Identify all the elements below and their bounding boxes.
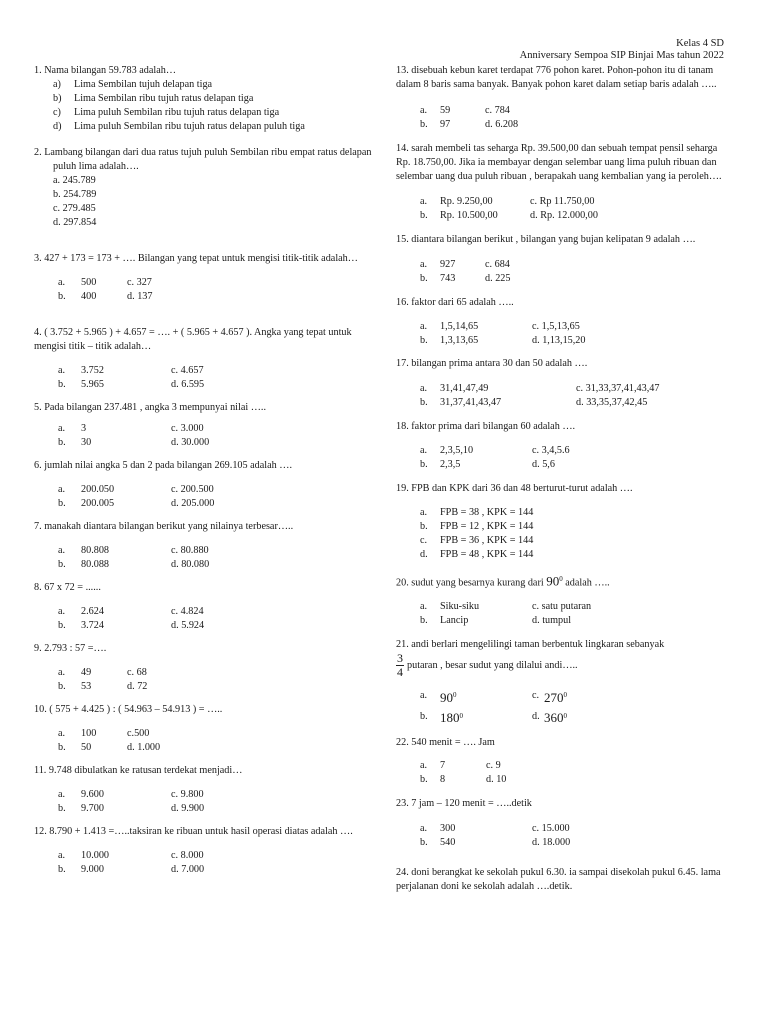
option-tag: c) — [53, 107, 61, 118]
option-text: FPB = 12 , KPK = 144 — [440, 521, 534, 532]
option-text: 200.050 — [81, 484, 115, 495]
option-tag: a. — [420, 445, 428, 456]
option-text: Lancip — [440, 615, 469, 627]
question-22 — [396, 736, 731, 787]
option-tag: a. — [58, 423, 66, 434]
question-text: 5. Pada bilangan 237.481 , angka 3 mempunyai nilai ….. — [34, 402, 267, 413]
option-text: 9.000 — [81, 864, 104, 875]
question-5 — [34, 401, 379, 450]
option-tag: b. — [58, 437, 66, 448]
option-text: d. 225 — [485, 273, 511, 284]
option-text: 3.752 — [81, 365, 104, 376]
option-tag: a. — [58, 365, 66, 376]
option-tag: b. — [420, 119, 428, 130]
option-text: Lima Sembilan tujuh delapan tiga — [74, 79, 213, 90]
option-text: 31,37,41,43,47 — [440, 397, 502, 408]
option-text: 200.005 — [81, 498, 115, 509]
option-text: 80.088 — [81, 559, 110, 570]
option-text: d. 9.900 — [171, 803, 205, 814]
question-8 — [34, 581, 379, 633]
option-tag: b. — [420, 459, 428, 470]
question-text: 2. Lambang bilangan dari dua ratus tujuh puluh Sembilan ribu empat ratus delapan puluh lima adalah…. — [34, 147, 372, 172]
option-text: c. 784 — [485, 105, 510, 116]
option-text: 31,41,47,49 — [440, 383, 489, 394]
option-tag: a. — [420, 383, 428, 394]
option-tag: b. — [420, 710, 428, 722]
option: d. 297.854 — [53, 217, 97, 228]
option-text: d. 72 — [127, 681, 148, 692]
option-text: 7 — [440, 760, 446, 772]
option-text: 300 — [440, 823, 456, 835]
question-21 — [396, 638, 731, 728]
option-text: Rp. 9.250,00 — [440, 196, 493, 207]
option-text: 400 — [81, 291, 97, 302]
option-tag: a. — [58, 728, 66, 739]
question-text: 19. FPB dan KPK dari 36 dan 48 berturut-turut adalah …. — [396, 483, 633, 494]
question-text: 22. 540 menit = …. Jam — [396, 737, 495, 749]
question-text: 14. sarah membeli tas seharga Rp. 39.500,00 dan sebuah tempat pensil seharga Rp. 18.750,00. Jika ia membayar dengan selembar uang lima puluh ribuan dan selembar uang dua puluh ribuan , berapakah uang kembalian yang ia peroleh…. — [396, 143, 722, 182]
option-text: d. 7.000 — [171, 864, 205, 875]
question-15 — [396, 233, 731, 286]
option-tag: a. — [420, 321, 428, 332]
option-text: d. 1.000 — [127, 742, 161, 753]
option-text: c. 9.800 — [171, 789, 204, 800]
option-tag: d. — [420, 549, 428, 560]
question-text: 7. manakah diantara bilangan berikut yang nilainya terbesar….. — [34, 521, 294, 532]
option-tag: b. — [420, 335, 428, 346]
question-text: 4. ( 3.752 + 5.965 ) + 4.657 = …. + ( 5.965 + 4.657 ). Angka yang tepat untuk mengisi titik – titik adalah… — [34, 327, 352, 352]
question-2 — [34, 146, 379, 230]
option-tag: b. — [420, 521, 428, 532]
option-sup: 0 — [459, 711, 463, 720]
option: b. 254.789 — [53, 189, 97, 200]
option-text: c. 4.657 — [171, 365, 204, 376]
fraction-numerator: 3 — [397, 651, 403, 666]
option-text: 2.624 — [81, 606, 104, 617]
option-tag: b. — [420, 774, 428, 786]
option-tag: a. — [420, 259, 428, 270]
question-7 — [34, 520, 379, 572]
option-tag: b. — [420, 210, 428, 221]
question-text: 17. bilangan prima antara 30 dan 50 adalah …. — [396, 358, 588, 369]
option-text: d. 80.080 — [171, 559, 210, 570]
option-tag: a. — [58, 789, 66, 800]
option: c. 279.485 — [53, 203, 96, 214]
option-tag: b) — [53, 93, 62, 104]
option-text: FPB = 48 , KPK = 144 — [440, 549, 534, 560]
option-text: d. 18.000 — [532, 837, 571, 849]
option-text: c. 200.500 — [171, 484, 214, 495]
option-tag: a. — [58, 667, 66, 678]
option-text: d. 30.000 — [171, 437, 210, 448]
option-text: 5.965 — [81, 379, 104, 390]
option-tag: b. — [58, 379, 66, 390]
option-sup: 0 — [563, 711, 567, 720]
question-11 — [34, 764, 379, 816]
option-tag: a. — [58, 850, 66, 861]
option-text: FPB = 38 , KPK = 144 — [440, 507, 534, 518]
question-text-part: putaran , besar sudut yang dilalui andi….. — [407, 659, 578, 671]
question-text: 23. 7 jam – 120 menit = …..detik — [396, 798, 532, 810]
event-label: Anniversary Sempoa SIP Binjai Mas tahun 2022 — [519, 50, 724, 61]
option-text: Lima puluh Sembilan ribu tujuh ratus delapan puluh tiga — [74, 121, 305, 132]
option-text: 97 — [440, 119, 451, 130]
option-tag: a) — [53, 79, 61, 90]
option-value: 90 — [440, 689, 453, 705]
question-23 — [396, 797, 731, 850]
option-value: 180 — [440, 710, 460, 726]
option-text: d. 137 — [127, 291, 153, 302]
option-text: 9.700 — [81, 803, 104, 814]
option-text: c. 327 — [127, 277, 152, 288]
question-text: 10. ( 575 + 4.425 ) : ( 54.963 – 54.913 ) = ….. — [34, 704, 223, 715]
question-text: 11. 9.748 dibulatkan ke ratusan terdekat menjadi… — [34, 765, 243, 776]
option-tag: a. — [420, 823, 428, 835]
option-tag: a. — [420, 105, 428, 116]
option-text: c. 68 — [127, 667, 147, 678]
option-text: d. 5,6 — [532, 459, 555, 470]
option-text: 59 — [440, 105, 451, 116]
question-10 — [34, 703, 379, 755]
question-24 — [396, 866, 731, 894]
option-text: d. 6.595 — [171, 379, 205, 390]
option-text: d. 33,35,37,42,45 — [576, 397, 648, 408]
option-text: 9.600 — [81, 789, 104, 800]
option-text: 30 — [81, 437, 92, 448]
option-text: 2,3,5,10 — [440, 445, 474, 456]
option-text: 540 — [440, 837, 456, 849]
option-text: 1,5,14,65 — [440, 321, 479, 332]
question-1 — [34, 64, 379, 134]
option-tag: a. — [420, 760, 428, 772]
option-text: c. 9 — [486, 760, 501, 772]
option-text: 100 — [81, 728, 97, 739]
right-column — [396, 64, 731, 894]
option-text: 927 — [440, 259, 456, 270]
question-text: 16. faktor dari 65 adalah ….. — [396, 297, 514, 308]
question-16 — [396, 296, 731, 348]
question-text: 13. disebuah kebun karet terdapat 776 pohon karet. Pohon-pohon itu di tanam dalam 8 baris sama banyak. Banyak pohon karet dalam setiap baris adalah ….. — [396, 65, 717, 90]
option-tag: b. — [420, 837, 428, 849]
option-text: d. 205.000 — [171, 498, 215, 509]
left-column — [34, 64, 379, 877]
option-text: d. 10 — [486, 774, 507, 786]
option-text: 1,3,13,65 — [440, 335, 479, 346]
option-text: d. 6.208 — [485, 119, 519, 130]
question-18 — [396, 420, 731, 472]
option-text: Rp. 10.500,00 — [440, 210, 498, 221]
option-tag: b. — [58, 559, 66, 570]
option-text: 500 — [81, 277, 97, 288]
option-text: c. 3,4,5.6 — [532, 445, 570, 456]
option-tag: a. — [58, 277, 66, 288]
option-tag: b. — [58, 742, 66, 753]
question-text: 6. jumlah nilai angka 5 dan 2 pada bilangan 269.105 adalah …. — [34, 460, 293, 471]
question-14 — [396, 142, 731, 223]
question-19 — [396, 482, 731, 562]
option-tag: b. — [58, 803, 66, 814]
option-tag: a. — [58, 606, 66, 617]
question-17 — [396, 357, 731, 410]
option-text: FPB = 36 , KPK = 144 — [440, 535, 534, 546]
question-text: 8. 67 x 72 = ...... — [34, 582, 101, 593]
option-text: d. 5.924 — [171, 620, 205, 631]
option-text: c.500 — [127, 728, 150, 739]
option-tag: d) — [53, 121, 62, 132]
option-text: Siku-siku — [440, 601, 480, 613]
option-text: c. 4.824 — [171, 606, 204, 617]
question-text-part: adalah ….. — [562, 577, 610, 589]
option-tag: a. — [420, 601, 428, 613]
option-tag: b. — [58, 681, 66, 692]
option-tag: d. — [532, 710, 540, 722]
question-6 — [34, 459, 379, 511]
option-tag: b. — [420, 615, 428, 627]
option-tag: a. — [420, 507, 428, 518]
option-value: 270 — [544, 689, 564, 705]
option-text: 53 — [81, 681, 92, 692]
option-tag: a. — [58, 545, 66, 556]
option-text: 8 — [440, 774, 446, 786]
option-text: d. 1,13,15,20 — [532, 335, 586, 346]
degree-value: 90 — [546, 573, 560, 589]
question-13 — [396, 64, 731, 132]
option-text: 2,3,5 — [440, 459, 461, 470]
option-tag: b. — [420, 397, 428, 408]
question-20 — [396, 572, 731, 628]
fraction — [396, 652, 404, 679]
option-text: c. 31,33,37,41,43,47 — [576, 383, 660, 394]
question-text: 15. diantara bilangan berikut , bilangan yang bujan kelipatan 9 adalah …. — [396, 234, 696, 245]
option-text: 10.000 — [81, 850, 110, 861]
option-tag: c. — [532, 690, 540, 702]
question-text: 21. andi berlari mengelilingi taman berbentuk lingkaran sebanyak — [396, 639, 665, 651]
question-text: 12. 8.790 + 1.413 =…..taksiran ke ribuan untuk hasil operasi diatas adalah …. — [34, 826, 353, 837]
option-text: Lima puluh Sembilan ribu tujuh ratus delapan tiga — [74, 107, 280, 118]
degree-sup: 0 — [559, 575, 563, 583]
question-text: 3. 427 + 173 = 173 + …. Bilangan yang tepat untuk mengisi titik-titik adalah… — [34, 253, 358, 264]
option-tag: a. — [420, 196, 428, 207]
option-text: 3.724 — [81, 620, 104, 631]
class-label: Kelas 4 SD — [676, 38, 724, 49]
option-sup: 0 — [453, 691, 457, 700]
option-text: c. 684 — [485, 259, 510, 270]
question-text: 1. Nama bilangan 59.783 adalah… — [34, 65, 177, 76]
option-value: 360 — [544, 710, 564, 726]
option-text: 743 — [440, 273, 456, 284]
option-text: c. 3.000 — [171, 423, 204, 434]
option-text: c. Rp 11.750,00 — [530, 196, 595, 207]
question-text-part: 20. sudut yang besarnya kurang dari — [396, 577, 547, 589]
option-text: d. tumpul — [532, 615, 572, 627]
option-tag: c. — [420, 535, 428, 546]
option-text: 3 — [81, 423, 87, 434]
option-text: c. satu putaran — [532, 601, 592, 613]
option-text: d. Rp. 12.000,00 — [530, 210, 598, 221]
option-tag: b. — [58, 498, 66, 509]
option-tag: b. — [58, 620, 66, 631]
question-12 — [34, 825, 379, 877]
option-text: c. 1,5,13,65 — [532, 321, 580, 332]
option: a. 245.789 — [53, 175, 96, 186]
option-tag: b. — [58, 291, 66, 302]
option-text: 49 — [81, 667, 92, 678]
option-tag: b. — [58, 864, 66, 875]
question-4 — [34, 326, 379, 392]
option-text: c. 80.880 — [171, 545, 209, 556]
question-text — [396, 572, 731, 590]
question-text: 18. faktor prima dari bilangan 60 adalah …. — [396, 421, 576, 432]
question-9 — [34, 642, 379, 694]
fraction-denominator: 4 — [397, 665, 403, 680]
option-sup: 0 — [563, 691, 567, 700]
option-text: 50 — [81, 742, 92, 753]
question-text: 24. doni berangkat ke sekolah pukul 6.30. ia sampai disekolah pukul 6.45. lama perjalanan doni ke sekolah adalah ….detik. — [396, 867, 721, 893]
question-text: 9. 2.793 : 57 =…. — [34, 643, 107, 654]
option-text: c. 15.000 — [532, 823, 570, 835]
option-tag: a. — [58, 484, 66, 495]
option-tag: a. — [420, 690, 428, 702]
option-text: 80.808 — [81, 545, 110, 556]
option-tag: b. — [420, 273, 428, 284]
option-text: Lima Sembilan ribu tujuh ratus delapan tiga — [74, 93, 254, 104]
option-text: c. 8.000 — [171, 850, 204, 861]
header — [520, 38, 724, 62]
question-3 — [34, 252, 379, 304]
